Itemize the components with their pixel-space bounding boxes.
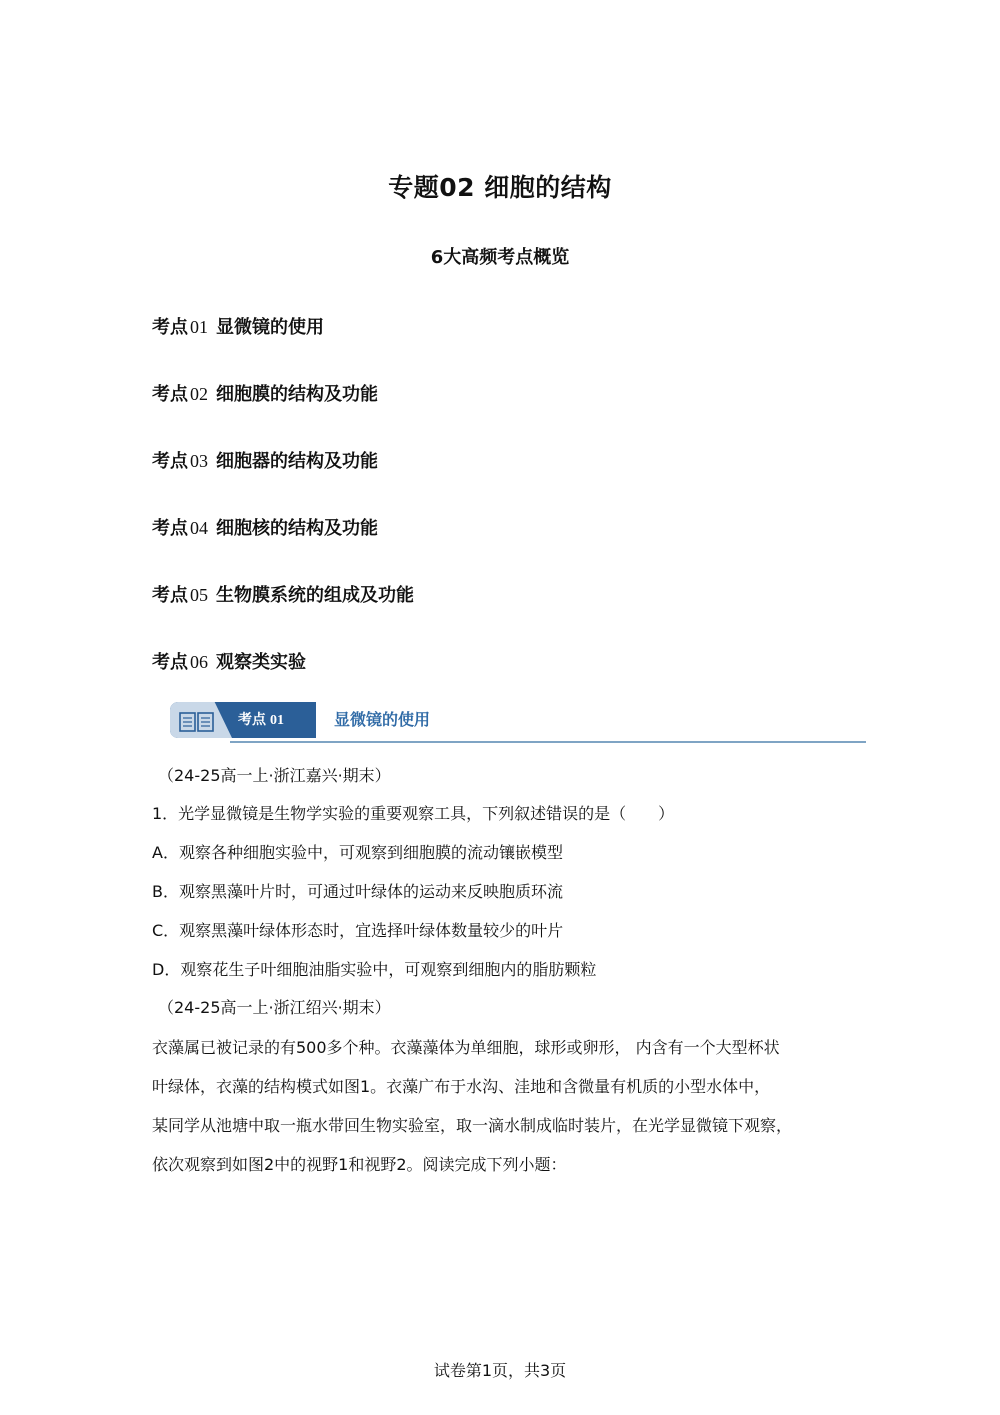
toc-prefix: 考点 <box>152 518 188 539</box>
banner-tab-label <box>238 709 284 729</box>
toc-prefix: 考点 <box>152 317 188 338</box>
passage-line: 某同学从池塘中取一瓶水带回生物实验室，取一滴水制成临时装片，在光学显微镜下观察， <box>152 1116 793 1135</box>
page-footer: 试卷第1页，共3页 <box>433 1361 567 1380</box>
banner-tab-number: 01 <box>270 713 284 728</box>
section-banner <box>170 702 866 746</box>
question-stem: 1．光学显微镜是生物学实验的重要观察工具，下列叙述错误的是（ ） <box>152 804 675 823</box>
passage-line: 叶绿体，衣藻的结构模式如图1。衣藻广布于水沟、洼地和含微量有机质的小型水体中， <box>152 1077 771 1096</box>
toc-number: 04 <box>190 518 208 538</box>
page-subtitle: 6大高频考点概览 <box>430 247 570 268</box>
toc-item <box>152 313 324 339</box>
page-title: 专题02 细胞的结构 <box>388 173 612 202</box>
toc-label: 细胞器的结构及功能 <box>216 451 378 472</box>
toc-number: 02 <box>190 384 208 404</box>
toc-number: 03 <box>190 451 208 471</box>
toc-label: 细胞膜的结构及功能 <box>216 384 378 405</box>
toc-prefix: 考点 <box>152 652 188 673</box>
banner-tab-prefix: 考点 <box>238 712 266 728</box>
section-title: 显微镜的使用 <box>334 710 431 729</box>
question-source: （24-25高一上·浙江嘉兴·期末） <box>158 766 391 785</box>
toc-number: 01 <box>190 317 208 337</box>
option-d: D．观察花生子叶细胞油脂实验中，可观察到细胞内的脂肪颗粒 <box>152 960 597 979</box>
book-icon <box>179 712 215 732</box>
passage-line: 衣藻属已被记录的有500多个种。衣藻藻体为单细胞，球形或卵形， 内含有一个大型杯状 <box>152 1038 780 1057</box>
option-a: A．观察各种细胞实验中，可观察到细胞膜的流动镶嵌模型 <box>152 843 563 862</box>
option-b: B．观察黑藻叶片时，可通过叶绿体的运动来反映胞质环流 <box>152 882 563 901</box>
toc-item <box>152 380 378 406</box>
toc-item <box>152 447 378 473</box>
toc-item <box>152 514 378 540</box>
toc-number: 06 <box>190 652 208 672</box>
passage-line: 依次观察到如图2中的视野1和视野2。阅读完成下列小题： <box>152 1155 567 1174</box>
toc-number: 05 <box>190 585 208 605</box>
toc-label: 观察类实验 <box>216 652 306 673</box>
toc-label: 显微镜的使用 <box>216 317 324 338</box>
toc-prefix: 考点 <box>152 451 188 472</box>
toc-prefix: 考点 <box>152 384 188 405</box>
banner-rule <box>230 741 866 743</box>
option-c: C．观察黑藻叶绿体形态时，宜选择叶绿体数量较少的叶片 <box>152 921 564 940</box>
toc-item <box>152 581 414 607</box>
toc-label: 生物膜系统的组成及功能 <box>216 585 414 606</box>
toc-label: 细胞核的结构及功能 <box>216 518 378 539</box>
toc-prefix: 考点 <box>152 585 188 606</box>
question-source: （24-25高一上·浙江绍兴·期末） <box>158 998 391 1017</box>
toc-item <box>152 648 306 674</box>
